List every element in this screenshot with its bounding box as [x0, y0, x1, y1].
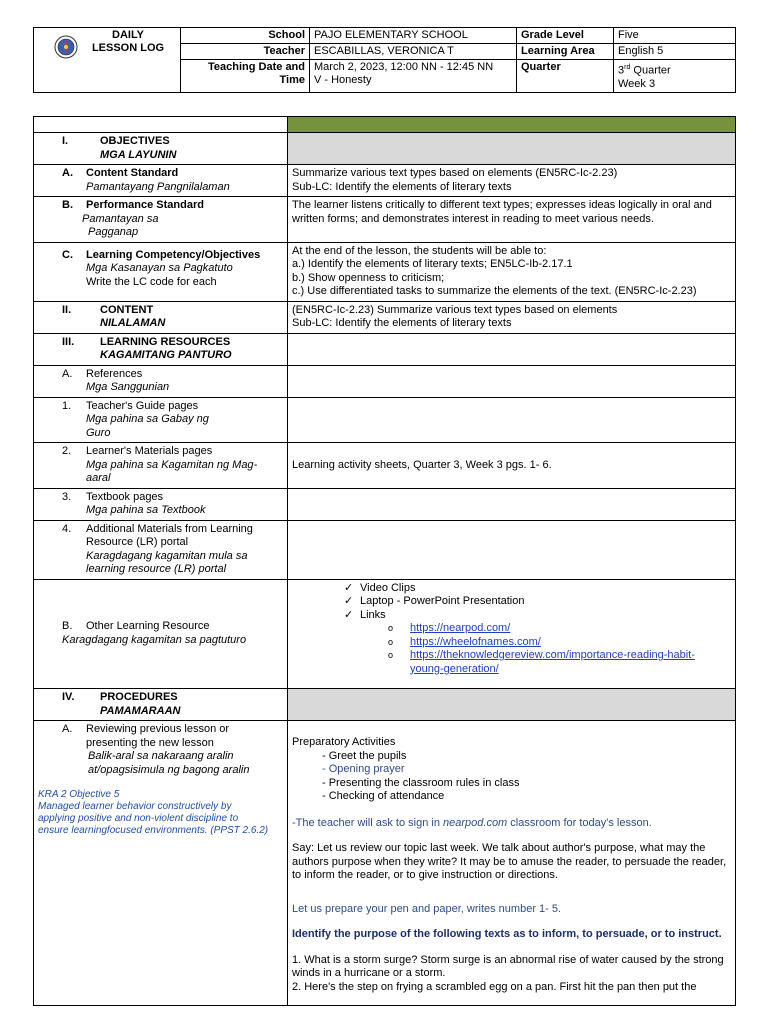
additional-materials-sub1: Karagdagang kagamitan mula sa	[86, 549, 248, 562]
header-table	[33, 27, 736, 93]
checkmark-icon: ✓	[344, 595, 354, 607]
preparatory-activities: Preparatory Activities	[292, 736, 396, 748]
teachers-guide-label	[34, 397, 288, 443]
bullet-circle-icon: o	[388, 650, 394, 660]
additional-materials-title1: Additional Materials from Learning	[86, 522, 253, 535]
review-lesson-num: A.	[62, 723, 73, 735]
lesson-log-table	[33, 116, 736, 1006]
competency-label	[34, 242, 288, 301]
kra-text3: ensure learningfocused environments. (PPST 2.6.2)	[38, 825, 269, 836]
performance-standard-value: The learner listens critically to different text types; expresses ideas logically in oral and written forms; and demonstrates interest in reading to meet various needs.	[288, 197, 736, 243]
learners-materials-num: 2.	[62, 445, 72, 457]
review-lesson-label	[34, 721, 288, 1006]
grade-level-value: Five	[614, 28, 736, 44]
textbook-label	[34, 488, 288, 520]
quarter-text	[618, 61, 731, 78]
references-label	[34, 365, 288, 397]
teaching-date-label-line1: Teaching Date and	[208, 61, 305, 73]
link-item	[292, 649, 731, 676]
resources-value	[288, 333, 736, 365]
content-standard-value	[288, 165, 736, 197]
grade-level-label: Grade Level	[517, 28, 614, 44]
resources-heading	[34, 333, 288, 365]
link-wheelofnames[interactable]: https://wheelofnames.com/	[410, 635, 541, 648]
kra-objective: KRA 2 Objective 5	[38, 789, 120, 800]
link-nearpod[interactable]: https://nearpod.com/	[410, 622, 511, 634]
link-knowledgereview[interactable]: https://theknowledgereview.com/importance-reading-habit-	[410, 649, 695, 661]
references-title: References	[86, 367, 143, 380]
nearpod-instruction	[292, 817, 731, 831]
question-1: 1. What is a storm surge? Storm surge is an abnormal rise of water caused by the strong winds in a hurricane or a storm.	[292, 953, 724, 979]
quarter-word: Quarter	[630, 64, 671, 77]
content-text2: Sub-LC: Identify the elements of literary texts	[292, 317, 512, 329]
performance-standard-num: B.	[62, 199, 73, 211]
top-left-cell	[34, 117, 288, 133]
textbook-title: Textbook pages	[86, 490, 164, 503]
link-knowledgereview-cont[interactable]: young-generation/	[410, 662, 499, 675]
prep-step: - Presenting the classroom rules in class	[322, 776, 520, 789]
nearpod-pre: -The teacher will ask to sign in	[292, 816, 444, 829]
checkmark-icon: ✓	[344, 608, 354, 621]
additional-materials-title2: Resource (LR) portal	[86, 536, 189, 548]
teaching-date-label	[181, 60, 310, 93]
additional-materials-sub2: learning resource (LR) portal	[86, 563, 227, 575]
prep-step: - Opening prayer	[322, 763, 405, 775]
textbook-sub: Mga pahina sa Textbook	[86, 504, 206, 516]
header-title-line1: DAILY	[112, 29, 144, 41]
resources-num: III.	[62, 335, 75, 348]
learners-materials-label	[34, 443, 288, 489]
content-standard-num: A.	[62, 167, 73, 179]
teacher-value: ESCABILLAS, VERONICA T	[310, 44, 517, 60]
performance-standard-sub2: Pagganap	[88, 226, 139, 238]
other-resources-num: B.	[62, 620, 73, 633]
objectives-title: OBJECTIVES	[100, 135, 170, 147]
content-standard-text2: Sub-LC: Identify the elements of literary texts	[292, 180, 512, 193]
check-item-label: Video Clips	[360, 581, 416, 594]
identify-instruction: Identify the purpose of the following texts as to inform, to persuade, or to instruct.	[292, 928, 722, 940]
additional-materials-num: 4.	[62, 522, 72, 535]
check-item-laptop	[292, 595, 731, 609]
other-resources-sub: Karagdagang kagamitan sa pagtuturo	[62, 633, 247, 646]
competency-num: C.	[62, 248, 73, 261]
learning-area-label: Learning Area	[517, 44, 614, 60]
teaching-date-line1: March 2, 2023, 12:00 NN - 12:45 NN	[314, 61, 494, 73]
prep-step: - Checking of attendance	[322, 790, 445, 802]
header-title-line2: LESSON LOG	[91, 42, 165, 54]
content-standard-text1: Summarize various text types based on elements (EN5RC-Ic-2.23)	[292, 167, 618, 179]
other-resources-label	[34, 579, 288, 689]
textbook-value	[288, 488, 736, 520]
content-title: CONTENT	[100, 303, 154, 316]
textbook-num: 3.	[62, 490, 72, 503]
objectives-num: I.	[62, 135, 69, 147]
procedures-num: IV.	[62, 691, 75, 703]
quarter-value	[614, 60, 736, 93]
learners-materials-title: Learner's Materials pages	[86, 445, 213, 457]
deped-seal-icon	[54, 35, 78, 59]
objectives-gray-cell	[288, 133, 736, 165]
resources-title: LEARNING RESOURCES	[100, 335, 231, 348]
header-title-cell	[34, 28, 181, 93]
other-resources-value	[288, 579, 736, 689]
check-item-label: Laptop - PowerPoint Presentation	[360, 595, 525, 607]
other-resources-title: Other Learning Resource	[86, 620, 210, 633]
performance-standard-title: Performance Standard	[86, 199, 204, 211]
procedures-title: PROCEDURES	[100, 691, 178, 703]
teaching-date-label-line2: Time	[279, 74, 305, 86]
top-green-bar	[288, 117, 736, 133]
content-sub: NILALAMAN	[100, 317, 166, 329]
quarter-suffix: rd	[624, 64, 631, 71]
procedures-gray-cell	[288, 689, 736, 721]
review-lesson-title2: presenting the new lesson	[86, 736, 214, 749]
review-lesson-sub1: Balik-aral sa nakaraang aralin	[88, 750, 234, 762]
review-lesson-title1: Reviewing previous lesson or	[86, 723, 230, 735]
quarter-number: 3	[618, 64, 625, 77]
teachers-guide-value	[288, 397, 736, 443]
references-sub: Mga Sanggunian	[86, 381, 170, 393]
learners-materials-sub2: aaral	[86, 472, 111, 484]
checkmark-icon: ✓	[344, 581, 354, 594]
check-item-video	[292, 582, 731, 596]
references-num: A.	[62, 367, 73, 380]
teachers-guide-sub1: Mga pahina sa Gabay ng	[86, 413, 209, 425]
additional-materials-label	[34, 520, 288, 579]
review-lesson-value	[288, 721, 736, 1006]
content-heading	[34, 301, 288, 333]
nearpod-post: classroom for today's lesson.	[507, 816, 652, 829]
nearpod-site: nearpod.com	[443, 816, 508, 829]
content-standard-sub: Pamantayang Pangnilalaman	[86, 180, 230, 193]
review-say-text: Say: Let us review our topic last week. We talk about author's purpose, what may the authors purpose when they write? It may be to amuse the reader, to persuade the reader, to inform the reader, or to give instruction or directions.	[292, 842, 727, 881]
school-value: PAJO ELEMENTARY SCHOOL	[310, 28, 517, 44]
bullet-circle-icon: o	[388, 623, 394, 633]
content-standard-label	[34, 165, 288, 197]
references-value	[288, 365, 736, 397]
procedures-sub: PAMAMARAAN	[100, 704, 181, 717]
content-num: II.	[62, 303, 72, 316]
content-value	[288, 301, 736, 333]
bullet-circle-icon: o	[388, 636, 394, 647]
teachers-guide-num: 1.	[62, 399, 72, 412]
procedures-heading	[34, 689, 288, 721]
teaching-date-value	[310, 60, 517, 93]
learning-area-value: English 5	[614, 44, 736, 60]
question-2: 2. Here's the step on frying a scrambled egg on a pan. First hit the pan then put the	[292, 980, 697, 993]
teachers-guide-sub2: Guro	[86, 426, 111, 439]
competency-item-c: c.) Use differentiated tasks to summarize the elements of the text. (EN5RC-Ic-2.23)	[292, 285, 697, 297]
check-item-links	[292, 609, 731, 623]
teaching-date-line2: V - Honesty	[314, 74, 372, 86]
performance-standard-sub1: Pamantayan sa	[82, 212, 159, 225]
quarter-label: Quarter	[517, 60, 614, 93]
kra-text2: applying positive and non-violent discipline to	[38, 813, 239, 824]
content-text1: (EN5RC-Ic-2.23) Summarize various text types based on elements	[292, 303, 618, 316]
competency-intro: At the end of the lesson, the students will be able to:	[292, 244, 547, 257]
teacher-label: Teacher	[181, 44, 310, 60]
check-item-label: Links	[360, 608, 386, 621]
kra-text1: Managed learner behavior constructively by	[38, 801, 232, 812]
competency-note: Write the LC code for each	[86, 275, 217, 288]
prepare-paper-text: Let us prepare your pen and paper, writes number 1- 5.	[292, 902, 562, 915]
competency-item-a: a.) Identify the elements of literary texts; EN5LC-Ib-2.17.1	[292, 258, 573, 270]
week-value: Week 3	[618, 77, 656, 90]
performance-standard-label	[34, 197, 288, 243]
resources-sub: KAGAMITANG PANTURO	[100, 349, 232, 361]
competency-value	[288, 242, 736, 301]
objectives-sub: MGA LAYUNIN	[100, 148, 177, 161]
link-item	[292, 636, 731, 650]
learners-materials-value: Learning activity sheets, Quarter 3, Week 3 pgs. 1- 6.	[288, 443, 736, 489]
content-standard-title: Content Standard	[86, 167, 179, 179]
teachers-guide-title: Teacher's Guide pages	[86, 399, 199, 412]
competency-title: Learning Competency/Objectives	[86, 248, 261, 261]
additional-materials-value	[288, 520, 736, 579]
link-item	[292, 622, 731, 636]
learners-materials-sub1: Mga pahina sa Kagamitan ng Mag-	[86, 458, 258, 471]
review-lesson-sub2: at/opagsisimula ng bagong aralin	[88, 763, 250, 776]
competency-item-b: b.) Show openness to criticism;	[292, 271, 445, 284]
competency-sub: Mga Kasanayan sa Pagkatuto	[86, 262, 233, 274]
objectives-heading	[34, 133, 288, 165]
prep-step: - Greet the pupils	[322, 749, 407, 762]
school-label: School	[181, 28, 310, 44]
